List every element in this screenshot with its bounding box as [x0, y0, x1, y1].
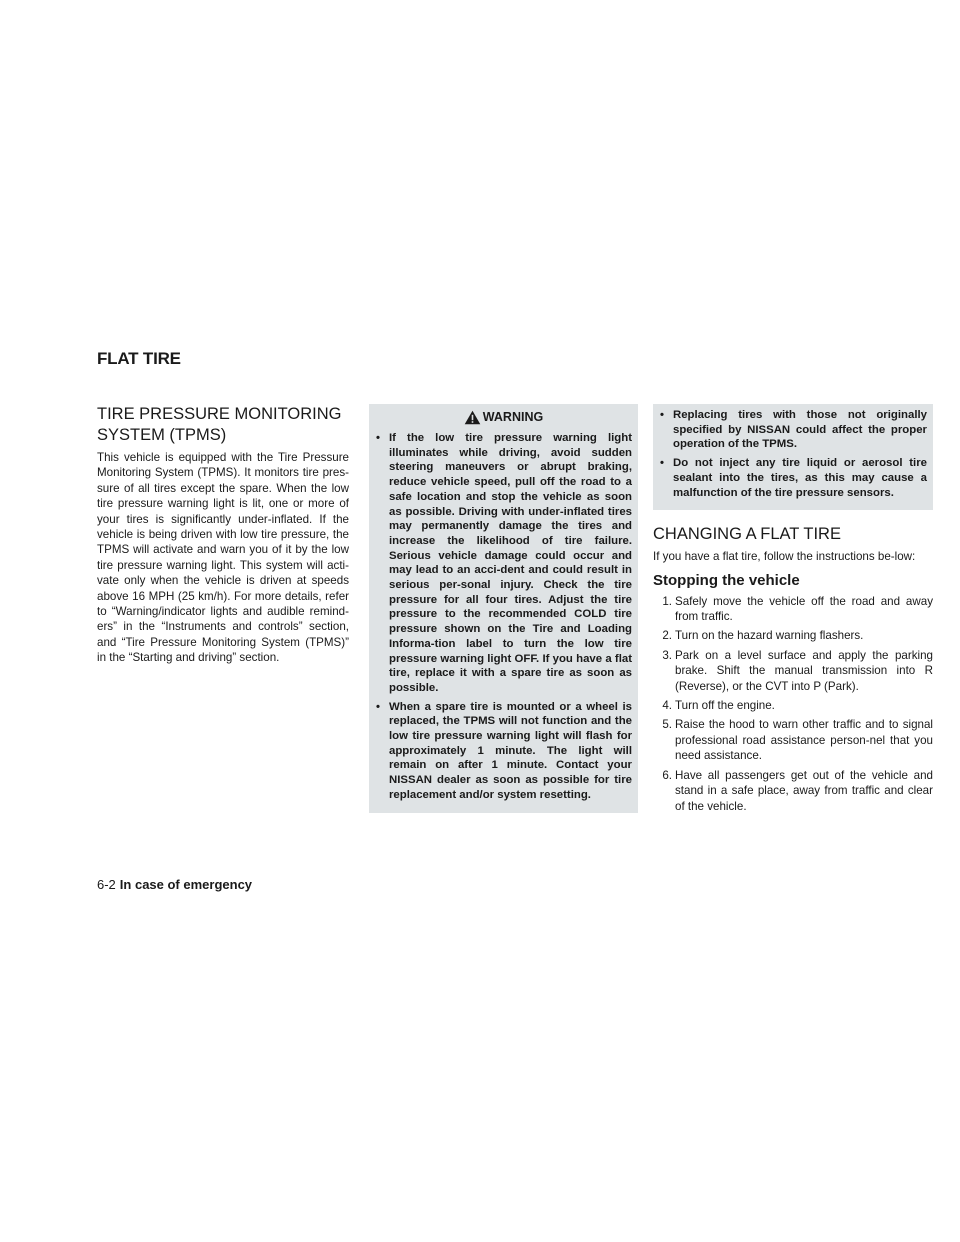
page-footer [97, 877, 252, 892]
stopping-subheading: Stopping the vehicle [653, 571, 800, 589]
step-number: 3. [662, 648, 672, 662]
step-number: 6. [662, 768, 672, 782]
tpms-heading [97, 404, 349, 446]
warning-triangle-icon [464, 410, 481, 425]
tpms-heading-line2: SYSTEM (TPMS) [97, 426, 227, 444]
step-item [653, 648, 933, 694]
step-text: Park on a level surface and apply the parking brake. Shift the manual transmission into R (Reverse), or the CVT into P (Park). [675, 648, 933, 693]
step-text: Have all passengers get out of the vehicle and stand in a safe place, away from traffic and clear of the vehicle. [675, 768, 933, 813]
step-item [653, 717, 933, 763]
tpms-body: This vehicle is equipped with the Tire Pressure Monitoring System (TPMS). It monitors tire pres-sure of all tires except the spare. When the low tire pressure warning light is lit, one or more of your tires is significantly under-inflated. If the vehicle is being driven with low tire pressure, the TPMS will activate and warn you of it by the low tire pressure warning light. This system will acti-vate only when the vehicle is driven at speeds above 16 MPH (25 km/h). For more details, refer to “Warning/indicator lights and audible remind-ers” in the “Instruments and controls” section, and “Tire Pressure Monitoring System (TPMS)” in the “Starting and driving” section. [97, 451, 349, 665]
column-warning [369, 404, 638, 813]
tpms-heading-line1: TIRE PRESSURE MONITORING [97, 405, 342, 423]
warning-header [375, 410, 632, 425]
step-number: 2. [662, 629, 672, 643]
warning-box-continued [653, 404, 933, 510]
step-number: 4. [662, 699, 672, 713]
column-changing [653, 404, 933, 818]
step-text: Safely move the vehicle off the road and away from traffic. [675, 594, 933, 624]
step-text: Raise the hood to warn other traffic and to signal professional road assistance person-nel that you need assistance. [675, 718, 933, 763]
warning-label: WARNING [482, 410, 544, 425]
step-number: 1. [662, 594, 672, 608]
warning-list [375, 431, 632, 803]
step-text: Turn off the engine. [675, 699, 775, 713]
step-item [653, 768, 933, 814]
step-text: Turn on the hazard warning flashers. [675, 629, 864, 643]
step-number: 5. [662, 718, 672, 732]
step-item [653, 628, 933, 643]
column-tpms [97, 404, 349, 672]
warning-item: • Do not inject any tire liquid or aerosol tire sealant into the tires, as this may cause a malfunction of the tire pressure sensors. [659, 456, 927, 500]
warning-item: • If the low tire pressure warning light illuminates while driving, avoid sudden steering maneuvers or abrupt braking, reduce vehicle speed, pull off the road to a safe location and stop the vehicle as soon as possible. Driving with under-inflated tires may permanently damage the tires and increase the likelihood of tire failure. Serious vehicle damage could occur and may lead to an acci-dent and could result in serious per-sonal injury. Check the tire pressure for all four tires. Adjust the tire pressure to the recommended COLD tire pressure shown on the Tire and Loading Informa-tion label to turn the low tire pressure warning light OFF. If you have a flat tire, replace it with a spare tire as soon as possible. [375, 431, 632, 696]
chapter-title: In case of emergency [119, 877, 253, 892]
steps-list [653, 594, 933, 814]
changing-intro: If you have a flat tire, follow the instructions be-low: [653, 550, 916, 564]
warning-item: • Replacing tires with those not originally specified by NISSAN could affect the proper operation of the TPMS. [659, 408, 927, 452]
step-item [653, 698, 933, 713]
warning-box [369, 404, 638, 813]
section-title: FLAT TIRE [97, 349, 181, 368]
page-number: 6-2 [97, 877, 116, 892]
warning-list-continued [659, 408, 927, 500]
changing-heading: CHANGING A FLAT TIRE [653, 525, 841, 544]
step-item [653, 594, 933, 625]
warning-item: • When a spare tire is mounted or a wheel is replaced, the TPMS will not function and the low tire pressure warning light will flash for approximately 1 minute. The light will remain on after 1 minute. Contact your NISSAN dealer as soon as possible for tire replacement and/or system resetting. [375, 700, 632, 803]
